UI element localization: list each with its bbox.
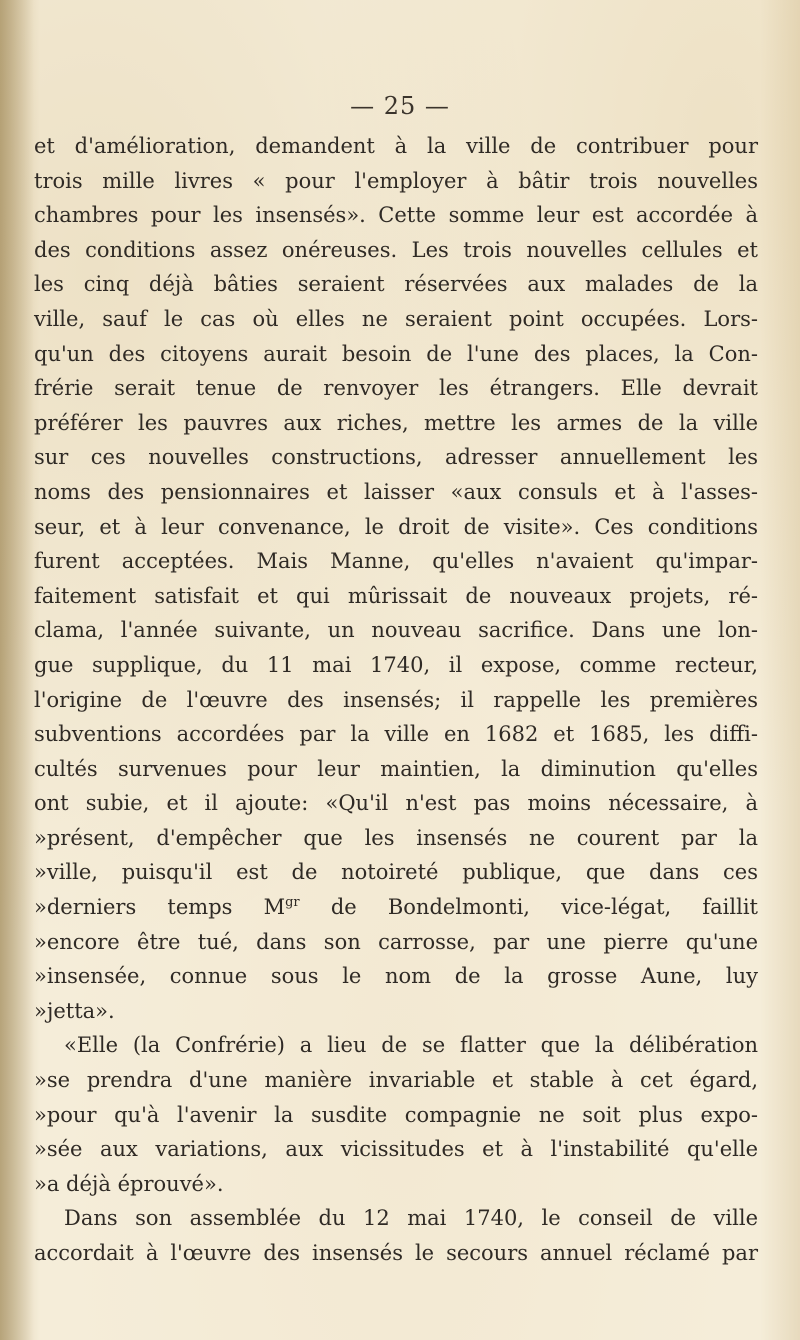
text-line: sur ces nouvelles constructions, adresser annuellement les: [34, 445, 758, 470]
text-line: »sée aux variations, aux vicissitudes et à l'instabilité qu'elle: [34, 1137, 758, 1162]
text-line: Dans son assemblée du 12 mai 1740, le conseil de ville: [64, 1206, 758, 1231]
text-line: qu'un des citoyens aurait besoin de l'une des places, la Con-: [34, 341, 758, 366]
text-line: et d'amélioration, demandent à la ville de contribuer pour: [34, 134, 758, 158]
superscript: gr: [285, 895, 300, 911]
text-line: »jetta».: [34, 998, 115, 1023]
text-line: clama, l'année suivante, un nouveau sacrifice. Dans une lon-: [34, 618, 758, 643]
text-line: des conditions assez onéreuses. Les trois nouvelles cellules et: [34, 237, 758, 262]
text-line: »présent, d'empêcher que les insensés ne courent par la: [34, 825, 758, 850]
text-line: accordait à l'œuvre des insensés le secours annuel réclamé par: [34, 1241, 758, 1265]
text-line: trois mille livres « pour l'employer à bâtir trois nouvelles: [34, 168, 758, 193]
text-line: »pour qu'à l'avenir la susdite compagnie ne soit plus expo-: [34, 1102, 758, 1127]
text-line: cultés survenues pour leur maintien, la diminution qu'elles: [34, 756, 758, 781]
text-segment: de Bondelmonti, vice-légat, faillit: [299, 895, 758, 920]
text-line: chambres pour les insensés». Cette somme leur est accordée à: [34, 203, 758, 228]
page-number: — 25 —: [350, 92, 450, 120]
text-line: l'origine de l'œuvre des insensés; il rappelle les premières: [34, 687, 758, 712]
binding-shadow: [0, 0, 34, 1340]
text-line: «Elle (la Confrérie) a lieu de se flatter que la délibération: [64, 1033, 758, 1058]
body-text: [34, 129, 758, 1271]
text-line: »encore être tué, dans son carrosse, par une pierre qu'une: [34, 929, 758, 954]
text-line: »ville, puisqu'il est de notoireté publique, que dans ces: [34, 860, 758, 885]
text-line: [34, 890, 758, 925]
text-segment: »derniers temps M: [34, 895, 286, 920]
text-line: »se prendra d'une manière invariable et stable à cet égard,: [34, 1068, 758, 1093]
text-line: ont subie, et il ajoute: «Qu'il n'est pas moins nécessaire, à: [34, 791, 758, 816]
text-line: les cinq déjà bâties seraient réservées aux malades de la: [34, 272, 758, 297]
text-line: »insensée, connue sous le nom de la grosse Aune, luy: [34, 964, 758, 989]
text-line: ville, sauf le cas où elles ne seraient point occupées. Lors-: [34, 306, 758, 331]
text-line: faitement satisfait et qui mûrissait de nouveaux projets, ré-: [34, 583, 758, 608]
text-line: »a déjà éprouvé».: [34, 1171, 224, 1196]
text-line: furent acceptées. Mais Manne, qu'elles n'avaient qu'impar-: [34, 549, 758, 574]
text-line: frérie serait tenue de renvoyer les étrangers. Elle devrait: [34, 376, 758, 401]
text-line: seur, et à leur convenance, le droit de visite». Ces conditions: [34, 514, 758, 539]
text-line: gue supplique, du 11 mai 1740, il expose, comme recteur,: [34, 652, 758, 677]
text-line: subventions accordées par la ville en 1682 et 1685, les diffi-: [34, 722, 758, 747]
text-line: noms des pensionnaires et laisser «aux consuls et à l'asses-: [34, 479, 758, 504]
text-line: préférer les pauvres aux riches, mettre les armes de la ville: [34, 410, 758, 435]
